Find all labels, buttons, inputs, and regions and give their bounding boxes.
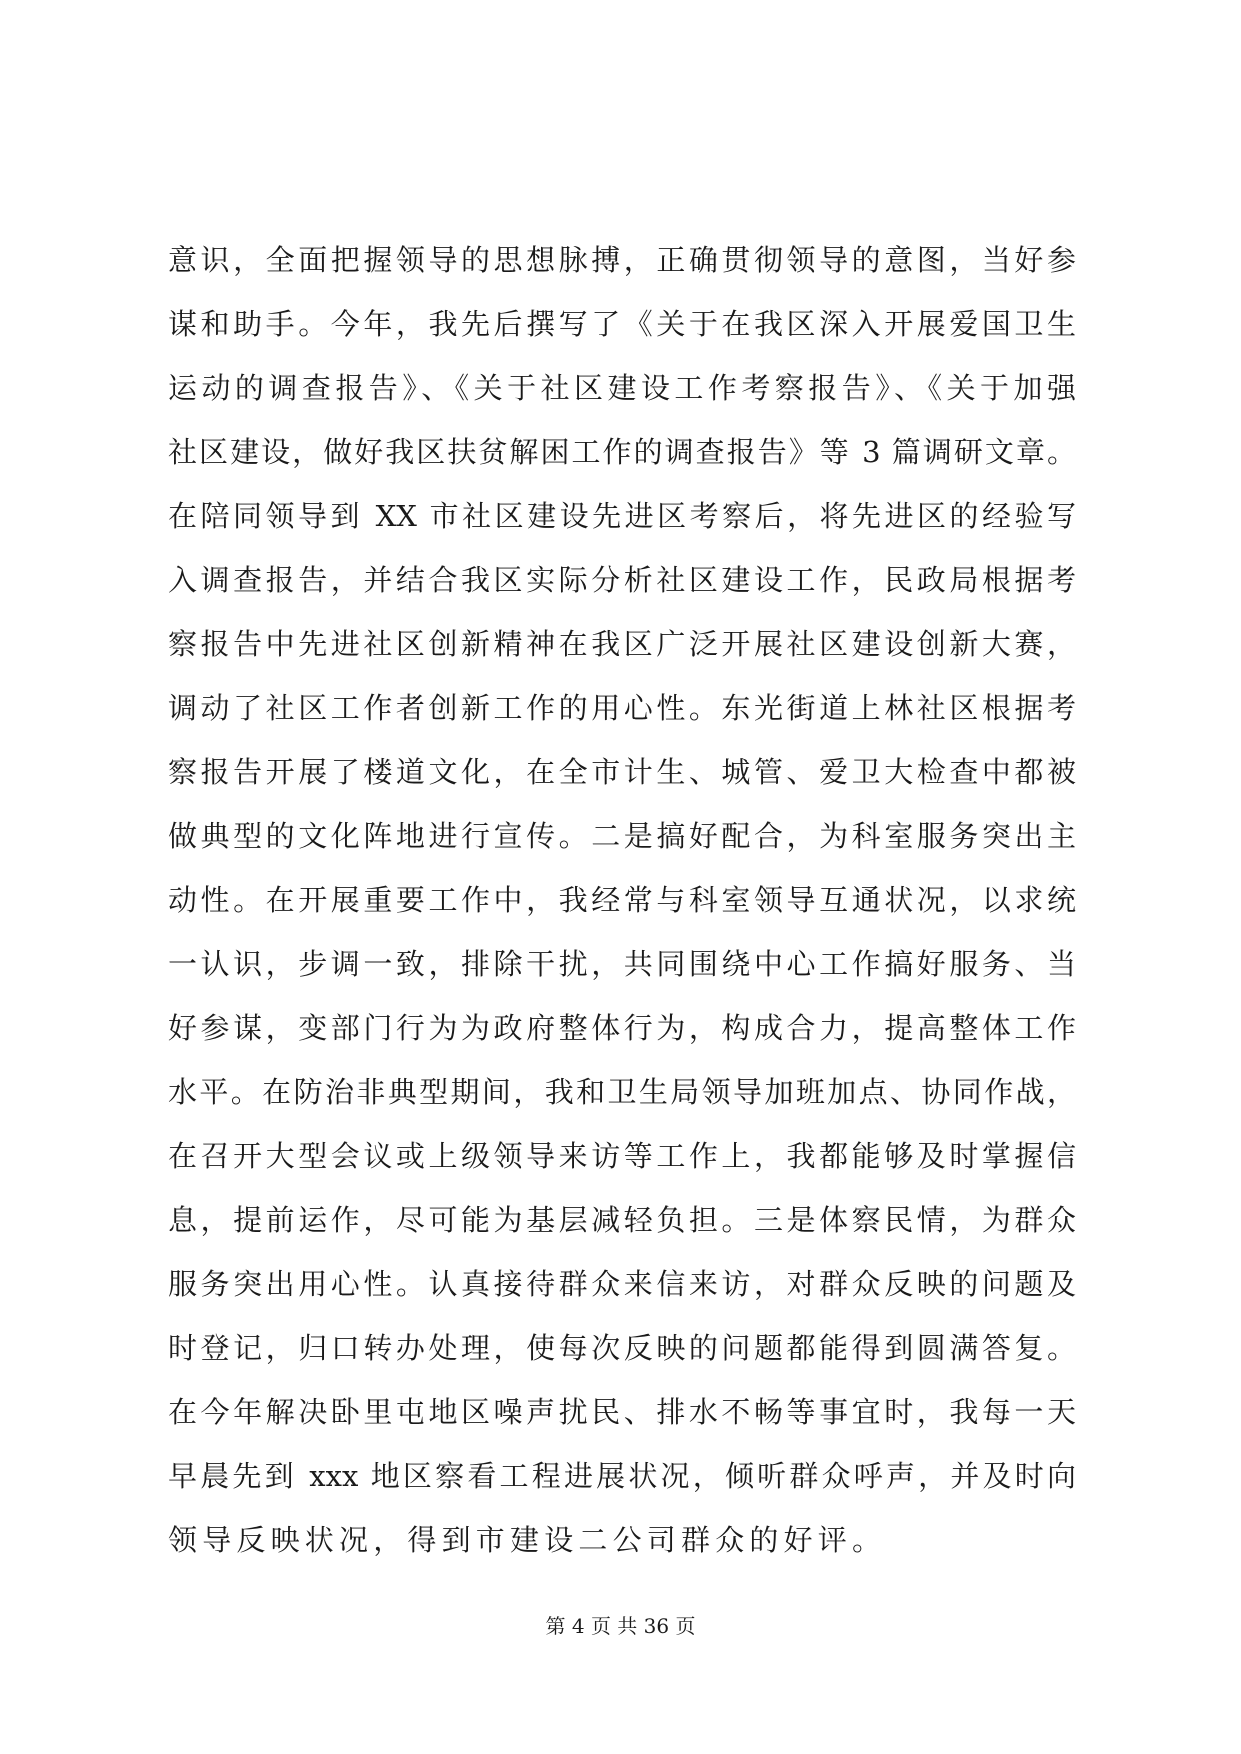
text-line: 入调查报告，并结合我区实际分析社区建设工作，民政局根据考 [168,563,1076,597]
text-line: 运动的调查报告》、《关于社区建设工作考察报告》、《关于加强 [168,371,1076,405]
text-line: 在召开大型会议或上级领导来访等工作上，我都能够及时掌握信 [168,1139,1076,1173]
text-line: 领导反映状况，得到市建设二公司群众的好评。 [168,1523,887,1557]
text-line: 意识，全面把握领导的思想脉搏，正确贯彻领导的意图，当好参 [168,243,1076,277]
text-line: 动性。在开展重要工作中，我经常与科室领导互通状况，以求统 [168,883,1076,917]
text-line: 察报告中先进社区创新精神在我区广泛开展社区建设创新大赛， [168,627,1076,661]
text-line: 服务突出用心性。认真接待群众来信来访，对群众反映的问题及 [168,1267,1076,1301]
text-line: 社区建设，做好我区扶贫解困工作的调查报告》等 3 篇调研文章。 [168,435,1076,469]
text-line: 在陪同领导到 XX 市社区建设先进区考察后，将先进区的经验写 [168,499,1076,533]
text-line: 察报告开展了楼道文化，在全市计生、城管、爱卫大检查中都被 [168,755,1076,789]
text-line: 早晨先到 xxx 地区察看工程进展状况，倾听群众呼声，并及时向 [168,1459,1076,1493]
page-number-footer: 第 4 页 共 36 页 [545,1614,696,1638]
text-line: 调动了社区工作者创新工作的用心性。东光街道上林社区根据考 [168,691,1076,725]
text-line: 做典型的文化阵地进行宣传。二是搞好配合，为科室服务突出主 [168,819,1076,853]
text-line: 息，提前运作，尽可能为基层减轻负担。三是体察民情，为群众 [168,1203,1076,1237]
body-paragraph [168,228,1076,1572]
text-line: 谋和助手。今年，我先后撰写了《关于在我区深入开展爱国卫生 [168,307,1076,341]
text-line: 好参谋，变部门行为为政府整体行为，构成合力，提高整体工作 [168,1011,1076,1045]
text-line: 一认识，步调一致，排除干扰，共同围绕中心工作搞好服务、当 [168,947,1076,981]
text-line: 在今年解决卧里屯地区噪声扰民、排水不畅等事宜时，我每一天 [168,1395,1076,1429]
text-line: 水平。在防治非典型期间，我和卫生局领导加班加点、协同作战， [168,1075,1076,1109]
text-line: 时登记，归口转办处理，使每次反映的问题都能得到圆满答复。 [168,1331,1076,1365]
